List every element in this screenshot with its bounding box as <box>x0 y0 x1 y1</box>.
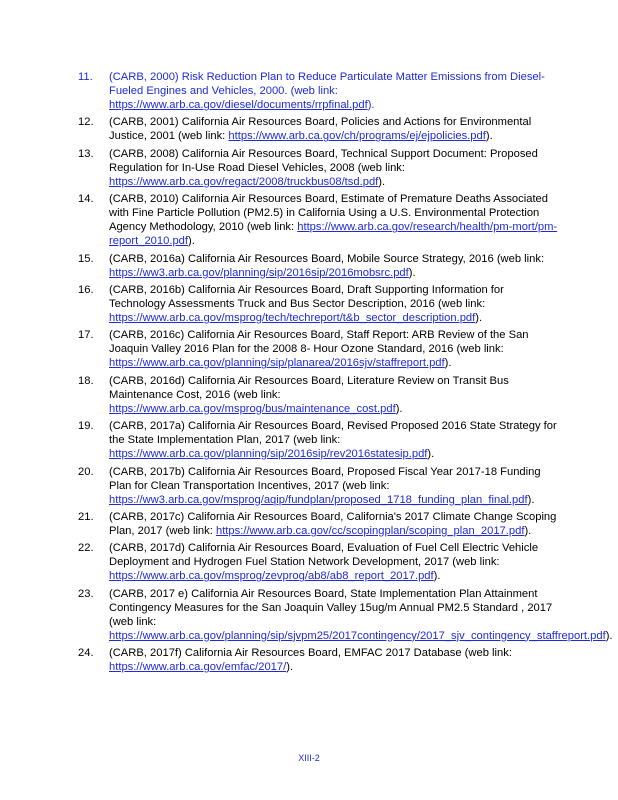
reference-text: (CARB, 2016d) California Air Resources Board, Literature Review on Transit Bus Maintenance Cost, 2016 (web link: <box>109 374 509 401</box>
reference-text: (CARB, 2001) California Air Resources Board, Policies and Actions for Environmental Justice, 2001 (web link: <box>109 116 532 143</box>
reference-end: ). <box>444 357 452 370</box>
reference-21 <box>0 510 618 538</box>
reference-body <box>109 587 613 643</box>
reference-link[interactable]: https://www.arb.ca.gov/msprog/tech/techreport/t&b_sector_description.pdf <box>109 311 476 324</box>
reference-link[interactable]: https://www.arb.ca.gov/planning/sip/2016sip/rev2016statesip.pdf <box>109 448 428 461</box>
reference-end: ). <box>427 448 435 461</box>
reference-link[interactable]: https://www.arb.ca.gov/planning/sip/planarea/2016sjv/staffreport.pdf <box>109 357 445 370</box>
reference-end: ). <box>524 524 532 537</box>
reference-end: ). <box>367 99 375 111</box>
reference-link[interactable]: https://www.arb.ca.gov/emfac/2017/ <box>109 661 287 674</box>
reference-text: (CARB, 2017d) California Air Resources Board, Evaluation of Fuel Cell Electric Vehicle Deployment and Hydrogen Fuel Station Network Development, 2017 (web link: <box>109 542 539 569</box>
reference-body <box>109 70 560 112</box>
reference-end: ). <box>605 629 613 642</box>
reference-body <box>109 465 560 507</box>
reference-link[interactable]: https://ww3.arb.ca.gov/msprog/aqip/fundplan/proposed_1718_funding_plan_final.pdf <box>109 493 528 506</box>
reference-number: 19. <box>78 420 94 433</box>
reference-link[interactable]: https://ww3.arb.ca.gov/planning/sip/2016sip/2016mobsrc.pdf <box>109 266 409 279</box>
reference-end: ). <box>286 661 294 674</box>
reference-end: ). <box>395 402 403 415</box>
reference-number: 20. <box>78 465 94 478</box>
reference-list <box>0 70 618 677</box>
reference-body <box>109 328 560 370</box>
reference-link[interactable]: https://www.arb.ca.gov/research/health/pm-mort/pm-report_2010.pdf <box>109 221 558 248</box>
reference-end: ). <box>485 130 493 143</box>
reference-20 <box>0 465 618 507</box>
page-number: XIII-2 <box>298 753 320 763</box>
reference-link[interactable]: https://www.arb.ca.gov/planning/sip/sjvpm25/2017contingency/2017_sjv_contingency_staffreport.pdf <box>109 629 606 642</box>
reference-number: 12. <box>78 116 94 129</box>
reference-body <box>109 115 560 143</box>
reference-end: ). <box>188 235 195 248</box>
reference-body <box>109 192 560 248</box>
reference-number: 21. <box>78 510 94 523</box>
reference-13 <box>0 147 618 189</box>
reference-17 <box>0 328 618 370</box>
reference-number: 18. <box>78 374 94 387</box>
reference-text: (CARB, 2010) California Air Resources Board, Estimate of Premature Deaths Associated with Fine Particle Pollution (PM2.5) in California Using a U.S. Environmental Protection Agency Methodology, 2010 (web link: <box>109 193 548 234</box>
reference-body <box>109 510 560 538</box>
reference-end: ). <box>475 311 483 324</box>
reference-number: 13. <box>78 147 94 160</box>
reference-12 <box>0 115 618 143</box>
reference-body <box>109 374 560 416</box>
reference-text: (CARB, 2017f) California Air Resources Board, EMFAC 2017 Database (web link: <box>109 647 512 660</box>
reference-22 <box>0 541 618 583</box>
reference-23 <box>0 587 618 643</box>
reference-11 <box>0 70 618 112</box>
reference-end: ). <box>527 493 535 506</box>
reference-number: 11. <box>78 71 93 83</box>
reference-body <box>109 419 560 461</box>
reference-body <box>109 147 560 189</box>
reference-body <box>109 252 560 280</box>
reference-link[interactable]: https://www.arb.ca.gov/regact/2008/truckbus08/tsd.pdf <box>109 175 379 188</box>
reference-link[interactable]: https://www.arb.ca.gov/msprog/bus/maintenance_cost.pdf <box>109 402 396 415</box>
reference-body <box>109 541 560 583</box>
reference-link[interactable]: https://www.arb.ca.gov/msprog/zevprog/ab8/ab8_report_2017.pdf <box>109 570 434 583</box>
reference-24 <box>0 646 618 674</box>
reference-number: 24. <box>78 647 94 660</box>
reference-text: (CARB, 2000) Risk Reduction Plan to Reduce Particulate Matter Emissions from Diesel-Fueled Engines and Vehicles, 2000. (web link: <box>109 71 545 97</box>
reference-end: ). <box>408 266 416 279</box>
reference-end: ). <box>433 570 441 583</box>
reference-text: (CARB, 2017a) California Air Resources Board, Revised Proposed 2016 State Strategy for the State Implementation Plan, 2017 (web link: <box>109 420 557 447</box>
reference-body <box>109 646 560 674</box>
reference-18 <box>0 374 618 416</box>
reference-text: (CARB, 2008) California Air Resources Board, Technical Support Document: Proposed Regulation for In-Use Road Diesel Vehicles, 2008 (web link: <box>109 147 538 174</box>
reference-number: 17. <box>78 329 94 342</box>
reference-number: 23. <box>78 587 94 600</box>
reference-number: 22. <box>78 542 94 555</box>
reference-19 <box>0 419 618 461</box>
reference-15 <box>0 252 618 280</box>
reference-16 <box>0 283 618 325</box>
reference-text: (CARB, 2016c) California Air Resources Board, Staff Report: ARB Review of the San Joaquin Valley 2016 Plan for the 2008 8- Hour Ozone Standard, 2016 (web link: <box>109 329 529 356</box>
reference-body <box>109 283 560 325</box>
reference-text: (CARB, 2017 e) California Air Resources Board, State Implementation Plan Attainment Contingency Measures for the San Joaquin Valley 15ug/m Annual PM2.5 Standard , 2017 (web link: <box>109 587 553 628</box>
reference-number: 15. <box>78 252 94 265</box>
reference-link[interactable]: https://www.arb.ca.gov/ch/programs/ej/ejpolicies.pdf <box>228 130 486 143</box>
reference-text: (CARB, 2016a) California Air Resources Board, Mobile Source Strategy, 2016 (web link: <box>109 252 545 265</box>
reference-number: 14. <box>78 193 94 206</box>
reference-text: (CARB, 2017b) California Air Resources Board, Proposed Fiscal Year 2017-18 Funding Plan for Clean Transportation Incentives, 2017 (web link: <box>109 465 541 492</box>
reference-14 <box>0 192 618 248</box>
reference-end: ). <box>378 175 386 188</box>
reference-link[interactable]: https://www.arb.ca.gov/cc/scopingplan/scoping_plan_2017.pdf <box>215 524 525 537</box>
reference-link[interactable]: https://www.arb.ca.gov/diesel/documents/rrpfinal.pdf <box>109 99 368 111</box>
reference-text: (CARB, 2017c) California Air Resources Board, California's 2017 Climate Change Scoping Plan, 2017 (web link: <box>109 510 557 537</box>
reference-text: (CARB, 2016b) California Air Resources Board, Draft Supporting Information for Technology Assessments Truck and Bus Sector Description, 2016 (web link: <box>109 283 504 310</box>
reference-number: 16. <box>78 283 94 296</box>
